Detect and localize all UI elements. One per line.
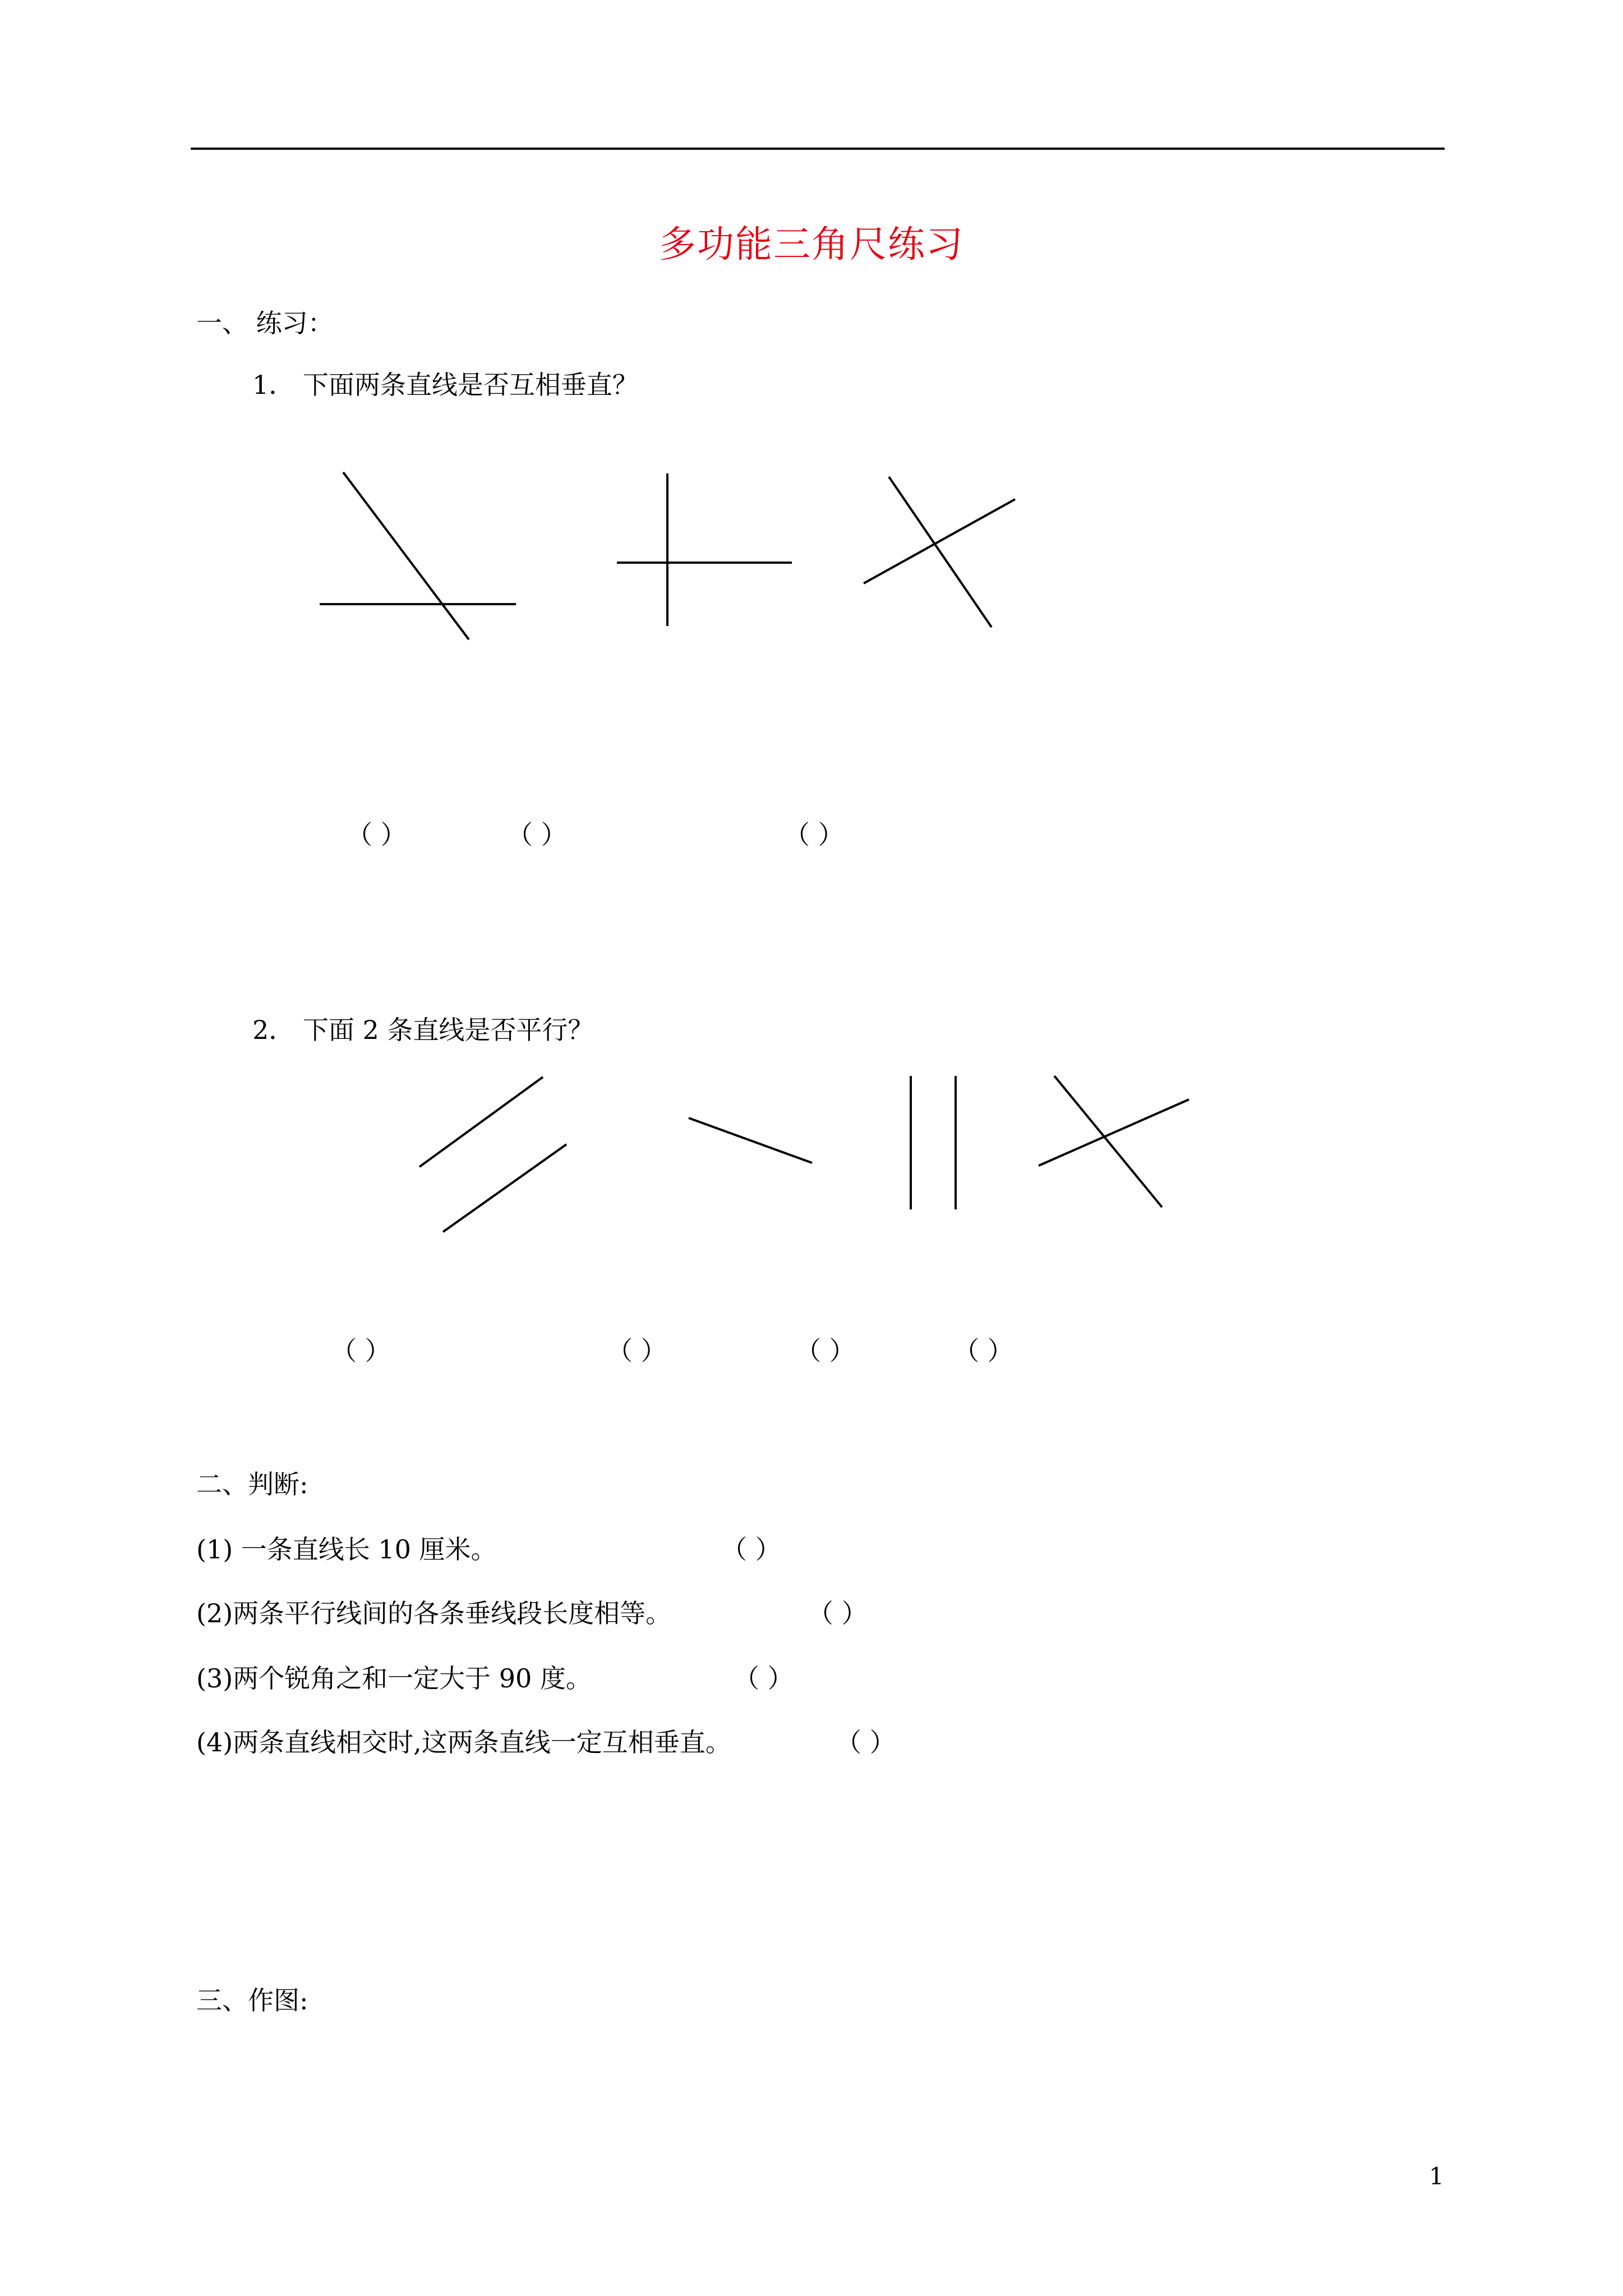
judge-blank-3[interactable]: （ ） [734, 1663, 794, 1694]
judge-blank-1[interactable]: （ ） [721, 1534, 781, 1565]
q2-figure-b [679, 1108, 819, 1170]
q1-figure-a [314, 471, 527, 656]
q2-answer-c[interactable]: （ ） [795, 1336, 855, 1366]
judge-blank-4[interactable]: （ ） [836, 1727, 896, 1757]
q2-figure-c [897, 1066, 976, 1223]
judge-item-2: (2)两条平行线间的各条垂线段长度相等。 [196, 1598, 672, 1628]
q1-label: 1． 下面两条直线是否互相垂直？ [252, 370, 638, 400]
q1-answer-a[interactable]: （ ） [347, 820, 407, 850]
section2-heading: 二、判断: [196, 1469, 308, 1499]
q2-label: 2． 下面 2 条直线是否平行？ [252, 1015, 594, 1045]
q2-figure-d [1032, 1066, 1200, 1217]
section3-heading: 三、作图: [196, 1985, 308, 2016]
q2-figure-a [409, 1066, 578, 1245]
q2-answer-b[interactable]: （ ） [607, 1336, 667, 1366]
q2-answer-d[interactable]: （ ） [953, 1336, 1013, 1366]
judge-item-3: (3)两个锐角之和一定大于 90 度。 [196, 1663, 592, 1694]
judge-item-1: (1) 一条直线长 10 厘米。 [196, 1534, 497, 1565]
page-title: 多功能三角尺练习 [659, 223, 964, 266]
judge-item-4: (4)两条直线相交时,这两条直线一定互相垂直。 [196, 1727, 731, 1757]
judge-blank-2[interactable]: （ ） [808, 1598, 868, 1628]
q1-figure-b [611, 471, 796, 634]
q2-answer-a[interactable]: （ ） [331, 1336, 391, 1366]
page-number: 1 [1429, 2162, 1444, 2190]
q1-answer-c[interactable]: （ ） [784, 820, 844, 850]
q1-figure-c [858, 471, 1026, 634]
header-rule [191, 148, 1445, 150]
section1-heading: 一、 练习： [196, 308, 334, 338]
q1-answer-b[interactable]: （ ） [507, 820, 567, 850]
